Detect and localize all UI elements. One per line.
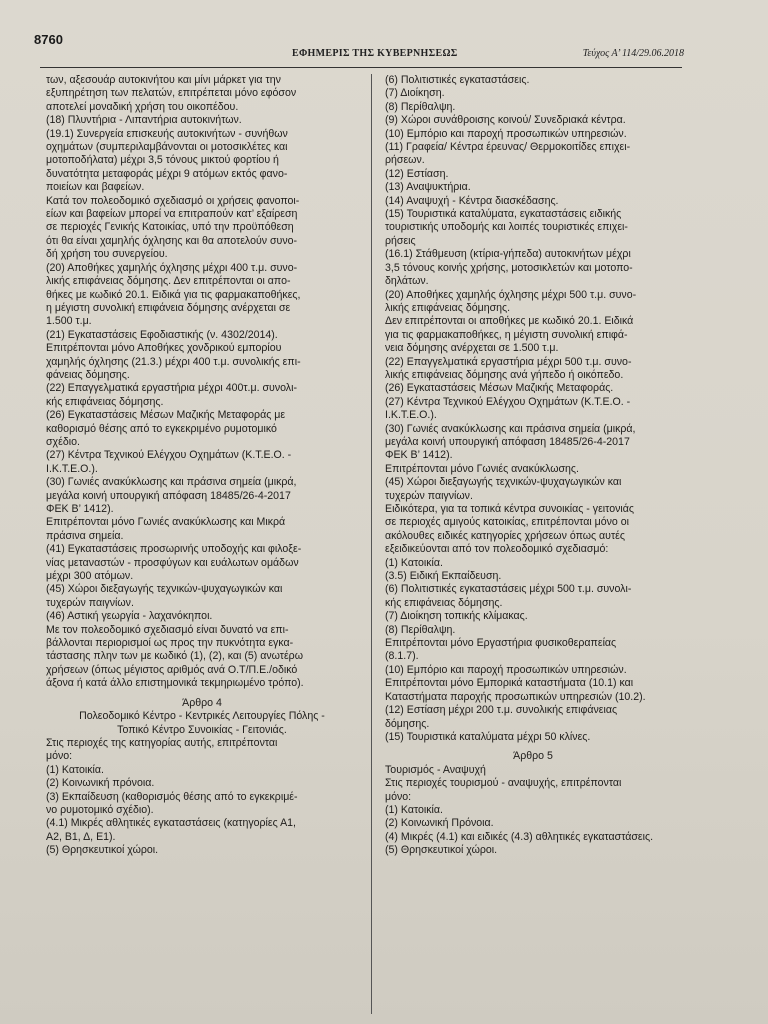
article-heading: Πολεοδομικό Κέντρο - Κεντρικές Λειτουργίες Πόλης - xyxy=(79,710,325,723)
text-line: (5) Θρησκευτικοί χώροι. xyxy=(385,844,498,857)
text-line: (8) Περίθαλψη. xyxy=(385,623,456,636)
text-line: (2) Κοινωνική Πρόνοια. xyxy=(385,817,494,830)
text-line: μόνο: xyxy=(385,790,412,803)
text-line: δόμησης. xyxy=(385,717,430,730)
text-line: χρήσεων (όπως μέγιστος αριθμός ανά Ο.Τ/Π.Ε./οδικό xyxy=(46,663,298,676)
text-line: (6) Πολιτιστικές εγκαταστάσεις μέχρι 500 τ.μ. συνολι- xyxy=(385,583,632,596)
text-line: (45) Χώροι διεξαγωγής τεχνικών-ψυχαγωγικών και xyxy=(46,583,283,596)
text-line: Στις περιοχές της κατηγορίας αυτής, επιτρέπονται xyxy=(46,736,278,749)
text-line: (10) Εμπόριο και παροχή προσωπικών υπηρεσιών. xyxy=(385,663,627,676)
text-line: κής επιφάνειας δόμησης. xyxy=(46,395,164,408)
text-line: (30) Γωνιές ανακύκλωσης και πράσινα σημεία (μικρά, xyxy=(385,422,636,435)
text-line: δηλάτων. xyxy=(385,275,429,288)
text-line: ΦΕΚ Β’ 1412). xyxy=(385,449,453,462)
text-line: θήκες με κωδικό 20.1. Ειδικά για τις φαρμακαποθήκες, xyxy=(46,288,301,301)
text-line: (26) Εγκαταστάσεις Μέσων Μαζικής Μεταφοράς. xyxy=(385,382,614,395)
text-line: Επιτρέπονται μόνο Αποθήκες χονδρικού εμπορίου xyxy=(46,342,282,355)
text-line: τάστασης πλην των με κωδικό (1), (2), και (5) ανωτέρω xyxy=(46,650,303,663)
text-line: Δεν επιτρέπονται οι αποθήκες με κωδικό 20.1. Ειδικά xyxy=(385,315,634,328)
article-heading: Άρθρο 5 xyxy=(513,750,553,763)
text-line: ότι θα είναι χαμηλής όχλησης και θα αποτελούν συνο- xyxy=(46,234,298,247)
text-line: (8) Περίθαλψη. xyxy=(385,100,456,113)
text-line: (10) Εμπόριο και παροχή προσωπικών υπηρεσιών. xyxy=(385,127,627,140)
text-line: (26) Εγκαταστάσεις Μέσων Μαζικής Μεταφοράς με xyxy=(46,409,286,422)
text-line: νίας μεταναστών - προσφύγων και ευάλωτων ομάδων xyxy=(46,556,299,569)
text-line: Επιτρέπονται μόνο Γωνιές ανακύκλωσης. xyxy=(385,462,579,475)
text-line: (22) Επαγγελματικά εργαστήρια μέχρι 400τ.μ. συνολι- xyxy=(46,382,297,395)
left-column xyxy=(46,74,358,858)
text-line: (21) Εγκαταστάσεις Εφοδιαστικής (ν. 4302/2014). xyxy=(46,328,278,341)
text-line: ρήσεις xyxy=(385,234,416,247)
text-line: (1) Κατοικία. xyxy=(385,803,443,816)
text-line: (3) Εκπαίδευση (καθορισμός θέσης από το εγκεκριμέ- xyxy=(46,790,298,803)
text-line: (11) Γραφεία/ Κέντρα έρευνας/ Θερμοκοιτίδες επιχει- xyxy=(385,141,631,154)
text-line: οχημάτων (συμπεριλαμβάνονται οι μοτοσικλέτες και xyxy=(46,141,288,154)
text-line: μέχρι 300 ατόμων. xyxy=(46,570,134,583)
text-line: (9) Χώροι συνάθροισης κοινού/ Συνεδριακά κέντρα. xyxy=(385,114,626,127)
text-line: Α2, Β1, Δ, Ε1). xyxy=(46,830,116,843)
text-line: (3.5) Ειδική Εκπαίδευση. xyxy=(385,570,502,583)
text-line: σε περιοχές αμιγούς κατοικίας, επιτρέπονται μόνο οι xyxy=(385,516,630,529)
right-column xyxy=(385,74,681,858)
text-line: (6) Πολιτιστικές εγκαταστάσεις. xyxy=(385,74,530,86)
text-line: (19.1) Συνεργεία επισκευής αυτοκινήτων - συνήθων xyxy=(46,127,288,140)
text-line: Επιτρέπονται μόνο Εμπορικά καταστήματα (10.1) και xyxy=(385,677,634,690)
text-line: είων και βαφείων μπορεί να επιτραπούν κατ’ εξαίρεση xyxy=(46,208,298,221)
text-line: (30) Γωνιές ανακύκλωσης και πράσινα σημεία (μικρά, xyxy=(46,476,297,489)
text-line: (12) Εστίαση μέχρι 200 τ.μ. συνολικής επιφάνειας xyxy=(385,704,618,717)
text-line: μεγάλα κοινή υπουργική απόφαση 18485/26-4-2017 xyxy=(46,489,291,502)
text-line: (1) Κατοικία. xyxy=(385,556,443,569)
text-line: (12) Εστίαση. xyxy=(385,167,449,180)
text-line: (4.1) Μικρές αθλητικές εγκαταστάσεις (κατηγορίες Α1, xyxy=(46,817,296,830)
text-line: μεγάλα κοινή υπουργική απόφαση 18485/26-4-2017 xyxy=(385,435,630,448)
text-line: των, αξεσουάρ αυτοκινήτου και μίνι μάρκετ για την xyxy=(46,74,281,86)
text-line: δυνατότητα μεταφοράς μέχρι 9 ατόμων εκτός φανο- xyxy=(46,167,288,180)
text-line: λικής επιφάνειας δόμησης. Δεν επιτρέπονται οι απο- xyxy=(46,275,291,288)
text-line: σχέδιο. xyxy=(46,435,80,448)
text-line: κής επιφάνειας δόμησης. xyxy=(385,596,503,609)
header-rule xyxy=(40,67,682,68)
text-line: φάνειας δόμησης. xyxy=(46,368,130,381)
text-line: (14) Αναψυχή - Κέντρα διασκέδασης. xyxy=(385,194,559,207)
text-line: αποτελεί μοναδική χρήση του οικοπέδου. xyxy=(46,100,239,113)
text-line: Επιτρέπονται μόνο Εργαστήρια φυσικοθεραπείας xyxy=(385,637,617,650)
text-line: (4) Μικρές (4.1) και ειδικές (4.3) αθλητικές εγκαταστάσεις. xyxy=(385,830,654,843)
text-line: εξειδικεύονται από τον πολεοδομικό σχεδιασμό: xyxy=(385,543,609,556)
text-line: 1.500 τ.μ. xyxy=(46,315,92,328)
text-line: τουριστικής υποδομής και λοιπές τουριστικές επιχει- xyxy=(385,221,628,234)
text-line: (18) Πλυντήρια - Λιπαντήρια αυτοκινήτων. xyxy=(46,114,242,127)
text-line: καθορισμό θέσης από το εγκεκριμένο ρυμοτομικό xyxy=(46,422,277,435)
text-line: Καταστήματα παροχής προσωπικών υπηρεσιών (10.2). xyxy=(385,690,646,703)
text-line: (46) Αστική γεωργία - λαχανόκηποι. xyxy=(46,610,213,623)
text-line: (5) Θρησκευτικοί χώροι. xyxy=(46,844,159,857)
page-header xyxy=(34,30,684,64)
text-line: (7) Διοίκηση τοπικής κλίμακας. xyxy=(385,610,528,623)
text-line: πράσινα σημεία. xyxy=(46,529,124,542)
text-line: μοτοποδήλατα) μέχρι 3,5 τόνους μικτού φορτίου ή xyxy=(46,154,279,167)
article-heading: Άρθρο 4 xyxy=(182,696,222,709)
text-line: Ι.Κ.Τ.Ε.Ο.). xyxy=(46,462,98,475)
text-line: (7) Διοίκηση. xyxy=(385,87,445,100)
text-line: (15) Τουριστικά καταλύματα, εγκαταστάσεις ειδικής xyxy=(385,208,622,221)
text-line: άξονα ή κατά άλλο επιστημονικά τεκμηριωμένο τρόπο). xyxy=(46,677,304,690)
text-line: λικής επιφάνειας δόμησης. xyxy=(385,301,511,314)
text-line: νεια δόμησης ανέρχεται σε 1.500 τ.μ. xyxy=(385,342,559,355)
text-line: χαμηλής όχλησης (21.3.) μέχρι 400 τ.μ. συνολικής επι- xyxy=(46,355,301,368)
text-line: (20) Αποθήκες χαμηλής όχλησης μέχρι 500 τ.μ. συνο- xyxy=(385,288,637,301)
text-line: ποιείων και βαφείων. xyxy=(46,181,145,194)
text-line: (27) Κέντρα Τεχνικού Ελέγχου Οχημάτων (Κ.Τ.Ε.Ο. - xyxy=(46,449,292,462)
text-line: (8.1.7). xyxy=(385,650,419,663)
text-line: 3,5 τόνους κοινής χρήσης, μοτοσικλετών και μοτοπο- xyxy=(385,261,633,274)
text-line: (13) Αναψυκτήρια. xyxy=(385,181,471,194)
page-number: 8760 xyxy=(34,32,63,47)
text-line: Ειδικότερα, για τα τοπικά κέντρα συνοικίας - γειτονιάς xyxy=(385,503,634,515)
text-line: (1) Κατοικία. xyxy=(46,763,104,776)
text-line: ΦΕΚ Β’ 1412). xyxy=(46,503,114,515)
text-line: (15) Τουριστικά καταλύματα μέχρι 50 κλίνες. xyxy=(385,730,591,743)
text-line: (45) Χώροι διεξαγωγής τεχνικών-ψυχαγωγικών και xyxy=(385,476,622,489)
text-line: (16.1) Στάθμευση (κτίρια-γήπεδα) αυτοκινήτων μέχρι xyxy=(385,248,631,261)
text-line: για τις φαρμακαποθήκες, η μέγιστη συνολική επιφά- xyxy=(385,328,628,341)
text-line: ακόλουθες ειδικές κατηγορίες χρήσεων όπως αυτές xyxy=(385,529,625,542)
text-line: τυχερών παιγνίων. xyxy=(46,596,134,609)
text-line: (20) Αποθήκες χαμηλής όχλησης μέχρι 400 τ.μ. συνο- xyxy=(46,261,298,274)
text-line: λικής επιφάνειας δόμησης ανά γήπεδο ή οικόπεδο. xyxy=(385,368,624,381)
gazette-title: ΕΦΗΜΕΡΙΣ ΤΗΣ ΚΥΒΕΡΝΗΣΕΩΣ xyxy=(292,48,458,59)
text-line: Ι.Κ.Τ.Ε.Ο.). xyxy=(385,409,437,422)
text-line: νο ρυμοτομικό σχέδιο). xyxy=(46,803,154,816)
text-line: Κατά τον πολεοδομικό σχεδιασμό οι χρήσεις φανοποι- xyxy=(46,194,300,207)
text-line: Με τον πολεοδομικό σχεδιασμό είναι δυνατό να επι- xyxy=(46,623,289,636)
text-line: (2) Κοινωνική πρόνοια. xyxy=(46,777,155,790)
text-line: μόνο: xyxy=(46,750,73,763)
issue-reference: Τεύχος Α’ 114/29.06.2018 xyxy=(582,48,684,59)
text-line: δή χρήση του συνεργείου. xyxy=(46,248,168,261)
text-line: εξυπηρέτηση των πελατών, επιτρέπεται μόνο εφόσον xyxy=(46,87,297,100)
text-line: (41) Εγκαταστάσεις προσωρινής υποδοχής και φιλοξε- xyxy=(46,543,302,556)
text-line: Επιτρέπονται μόνο Γωνιές ανακύκλωσης και Μικρά xyxy=(46,516,286,529)
article-heading: Τοπικό Κέντρο Συνοικίας - Γειτονιάς. xyxy=(117,723,287,736)
text-line: βάλλονται περιορισμοί ως προς την πυκνότητα εγκα- xyxy=(46,637,294,650)
column-separator xyxy=(371,74,372,1014)
text-line: σε περιοχές Γενικής Κατοικίας, υπό την προϋπόθεση xyxy=(46,221,294,234)
text-line: (22) Επαγγελματικά εργαστήρια μέχρι 500 τ.μ. συνο- xyxy=(385,355,632,368)
text-line: Τουρισμός - Αναψυχή xyxy=(385,763,486,776)
text-line: (27) Κέντρα Τεχνικού Ελέγχου Οχημάτων (Κ.Τ.Ε.Ο. - xyxy=(385,395,631,408)
text-line: Στις περιοχές τουρισμού - αναψυχής, επιτρέπονται xyxy=(385,777,622,790)
text-line: η μέγιστη συνολική επιφάνεια δόμησης ανέρχεται σε xyxy=(46,301,291,314)
text-line: τυχερών παιγνίων. xyxy=(385,489,473,502)
text-line: ρήσεων. xyxy=(385,154,425,167)
